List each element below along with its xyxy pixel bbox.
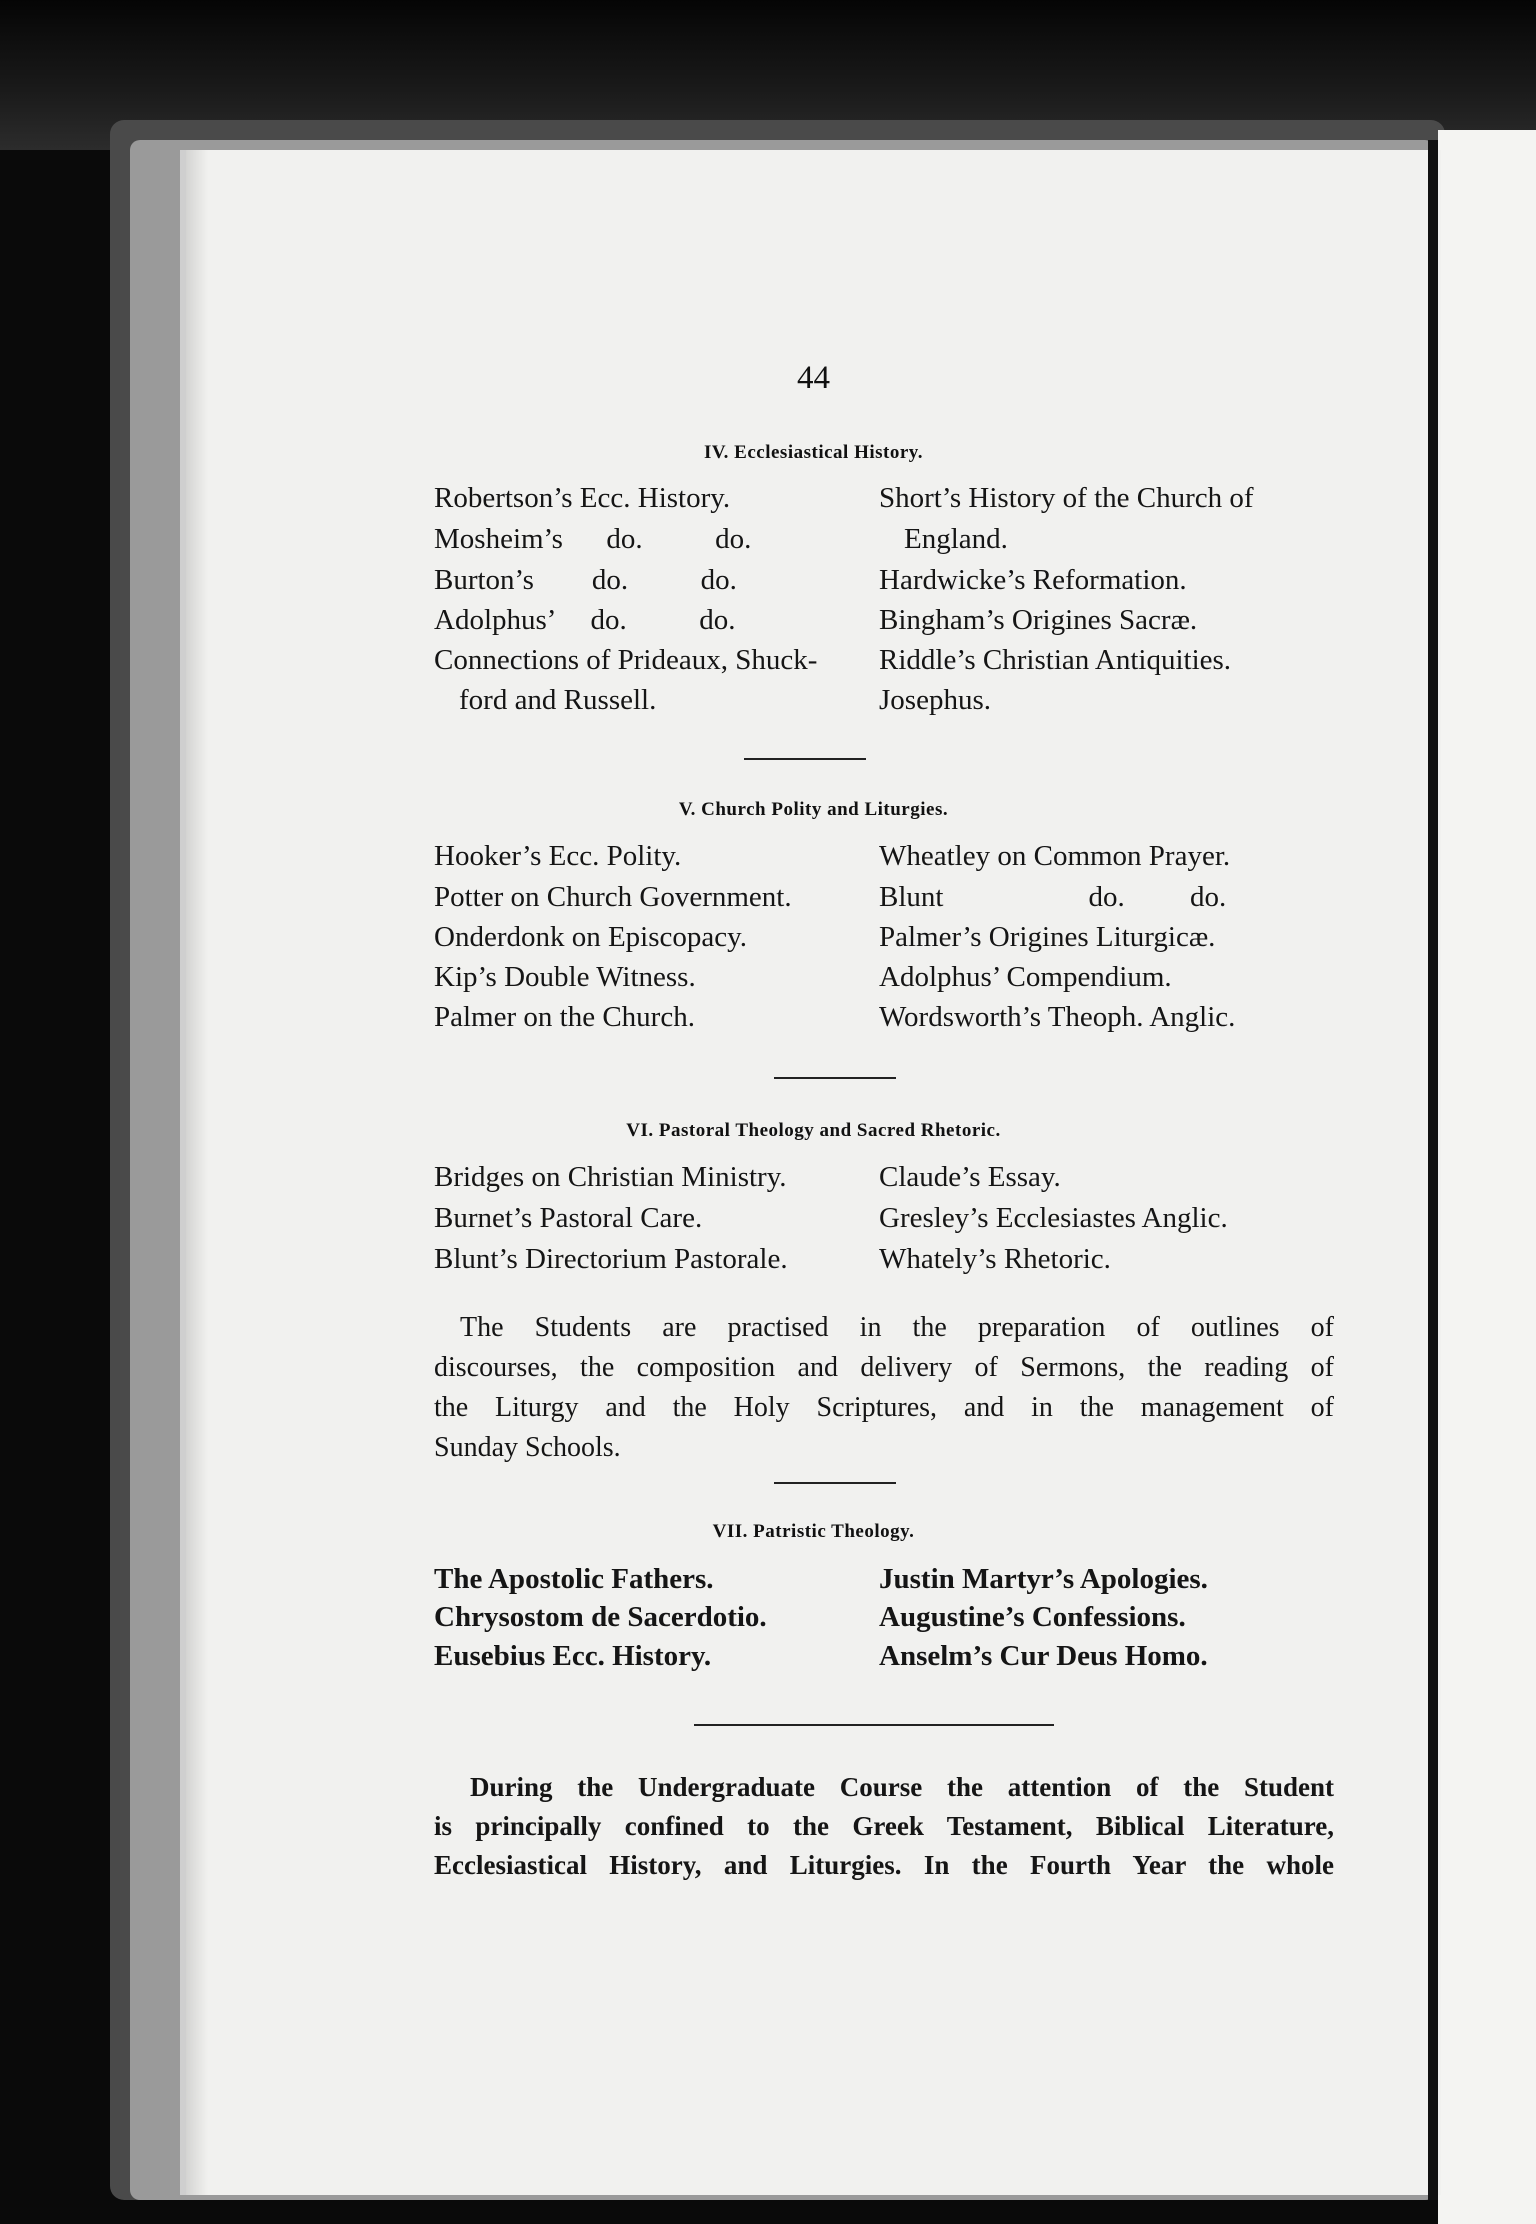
book-entry: Augustine’s Confessions. — [879, 1601, 1186, 1633]
paragraph-line: Ecclesiastical History, and Liturgies. In the Fourth Year the whole — [434, 1850, 1334, 1880]
book-entry: Palmer’s Origines Liturgicæ. — [879, 921, 1216, 953]
book-entry: Bridges on Christian Ministry. — [434, 1161, 787, 1193]
book-entry: Whately’s Rhetoric. — [879, 1243, 1111, 1275]
paragraph-line: discourses, the composition and delivery of Sermons, the reading of — [434, 1352, 1334, 1383]
book-entry: Chrysostom de Sacerdotio. — [434, 1601, 767, 1633]
book-entry: Blunt’s Directorium Pastorale. — [434, 1243, 788, 1275]
section-divider — [774, 1077, 896, 1079]
section-divider — [694, 1724, 1054, 1726]
book-entry: Adolphus’ do. do. — [434, 604, 736, 636]
book-page — [180, 150, 1441, 2195]
book-entry: Robertson’s Ecc. History. — [434, 482, 731, 514]
book-entry: Potter on Church Government. — [434, 881, 792, 913]
closing-paragraph — [434, 1768, 1334, 1885]
book-entry: Blunt do. do. — [879, 881, 1227, 913]
book-entry: Hooker’s Ecc. Polity. — [434, 840, 682, 872]
book-entry: Short’s History of the Church of — [879, 482, 1254, 514]
book-entry: Claude’s Essay. — [879, 1161, 1061, 1193]
paragraph-line: is principally confined to the Greek Testament, Biblical Literature, — [434, 1811, 1334, 1841]
book-entry: Mosheim’s do. do. — [434, 523, 752, 555]
section-divider — [744, 758, 866, 760]
paragraph-line: the Liturgy and the Holy Scriptures, and in the management of — [434, 1392, 1334, 1423]
book-entry: Riddle’s Christian Antiquities. — [879, 644, 1232, 676]
book-entry: Gresley’s Ecclesiastes Anglic. — [879, 1202, 1228, 1234]
section-heading-pastoral-theology: VI. Pastoral Theology and Sacred Rhetoric. — [626, 1120, 1001, 1141]
book-entry: Eusebius Ecc. History. — [434, 1640, 712, 1672]
book-entry: Palmer on the Church. — [434, 1001, 695, 1033]
book-entry: Josephus. — [879, 684, 991, 716]
section-heading-ecclesiastical-history: IV. Ecclesiastical History. — [704, 442, 923, 463]
book-entry: Wordsworth’s Theoph. Anglic. — [879, 1001, 1236, 1033]
book-entry: Hardwicke’s Reformation. — [879, 564, 1187, 596]
page-edge-line — [1428, 140, 1438, 2200]
book-entry: England. — [904, 523, 1008, 555]
book-entry: Connections of Prideaux, Shuck- — [434, 644, 818, 676]
pastoral-paragraph — [434, 1308, 1334, 1468]
book-entry: Wheatley on Common Prayer. — [879, 840, 1231, 872]
section-divider — [774, 1482, 896, 1484]
book-entry: ford and Russell. — [459, 684, 657, 716]
book-entry: Adolphus’ Compendium. — [879, 961, 1172, 993]
book-entry: Kip’s Double Witness. — [434, 961, 696, 993]
page-number: 44 — [797, 360, 830, 396]
paragraph-line: During the Undergraduate Course the attention of the Student — [470, 1772, 1334, 1802]
section-heading-church-polity: V. Church Polity and Liturgies. — [678, 799, 949, 820]
book-entry: The Apostolic Fathers. — [434, 1563, 714, 1595]
book-entry: Burton’s do. do. — [434, 564, 737, 596]
paragraph-line: The Students are practised in the preparation of outlines of — [460, 1312, 1334, 1343]
book-entry: Bingham’s Origines Sacræ. — [879, 604, 1198, 636]
book-entry: Anselm’s Cur Deus Homo. — [879, 1640, 1208, 1672]
adjacent-page-strip — [1438, 130, 1536, 2224]
paragraph-line: Sunday Schools. — [434, 1432, 621, 1463]
book-entry: Justin Martyr’s Apologies. — [879, 1563, 1208, 1595]
book-entry: Burnet’s Pastoral Care. — [434, 1202, 703, 1234]
book-entry: Onderdonk on Episcopacy. — [434, 921, 748, 953]
section-heading-patristic-theology: VII. Patristic Theology. — [712, 1521, 915, 1542]
